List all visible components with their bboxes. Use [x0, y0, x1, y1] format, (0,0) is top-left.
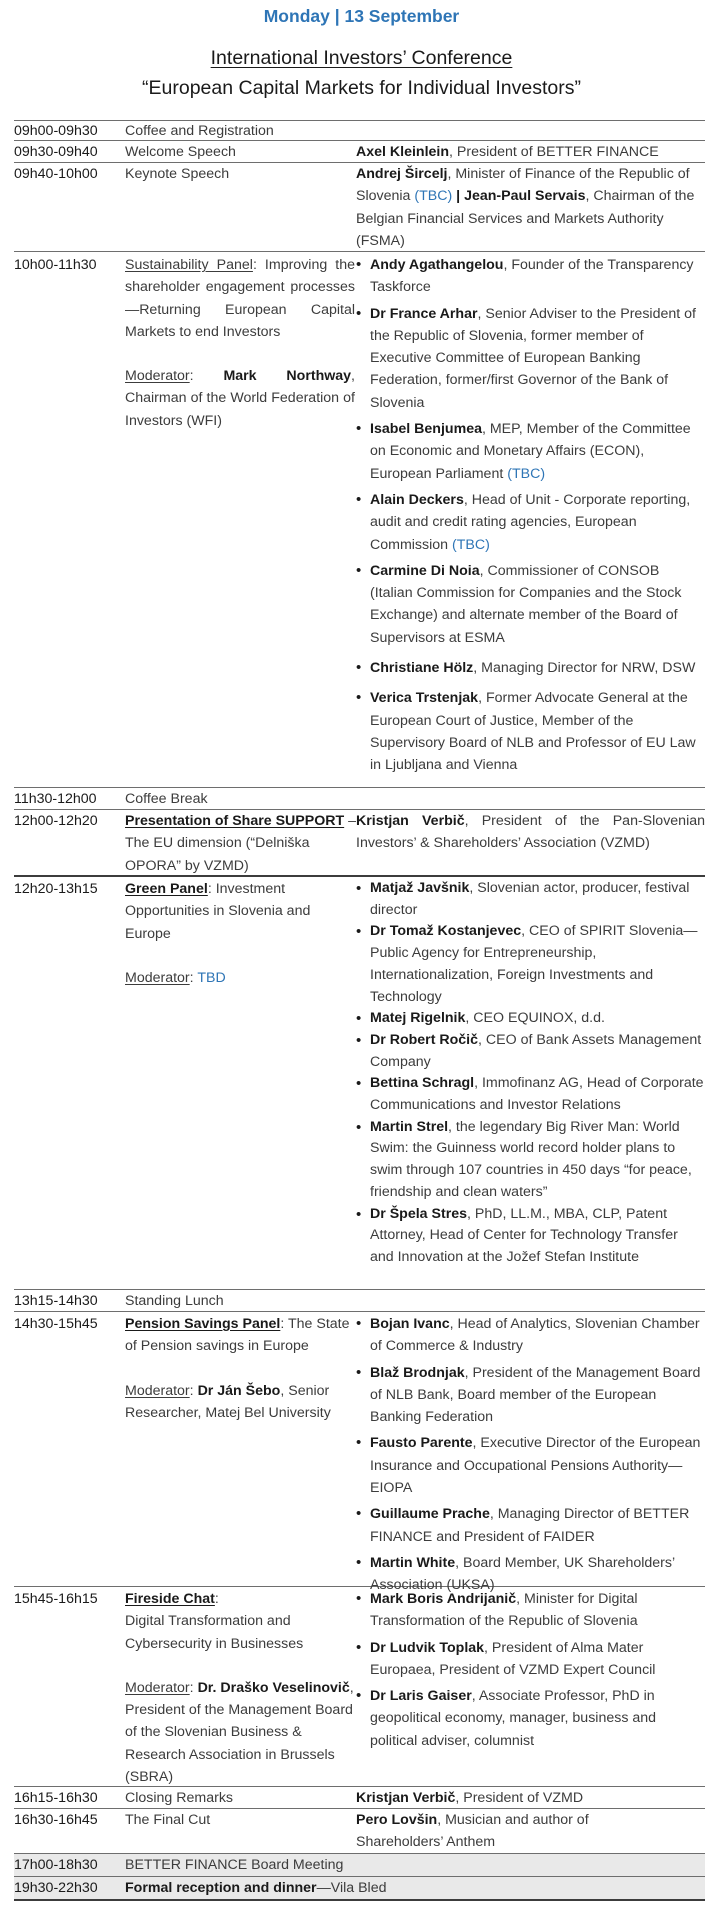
row-time: 17h00-18h30 [14, 1857, 98, 1873]
speaker-item: • Fausto Parente, Executive Director of the European Insurance and Occupational Pensions Authority—EIOPA [356, 1432, 705, 1499]
panel-title: Pension Savings Panel [125, 1316, 281, 1332]
agenda-row [14, 788, 705, 810]
speaker-item: • Matjaž Javšnik, Slovenian actor, producer, festival director [356, 878, 705, 921]
agenda-row [14, 877, 705, 1290]
moderator: Moderator: Dr Ján Šebo, Senior Researcher, Matej Bel University [125, 1382, 331, 1421]
agenda-row [14, 163, 705, 252]
conference-title: International Investors’ Conference [210, 47, 513, 69]
agenda-row [14, 1290, 705, 1312]
row-time: 09h00-09h30 [14, 123, 98, 139]
row-speaker: Kristjan Verbič, President of VZMD [356, 1790, 584, 1806]
row-speaker: Andrej Šircelj, Minister of Finance of the Republic of Slovenia (TBC) | Jean-Paul Servais, Chairman of the Belgian Financial Services and Markets Authority (FSMA) [356, 166, 695, 249]
speaker-item: • Matej Rigelnik, CEO EQUINOX, d.d. [356, 1008, 705, 1030]
row-time: 14h30-15h45 [14, 1316, 98, 1332]
speaker-list [356, 254, 705, 777]
agenda-row [14, 1877, 705, 1901]
row-event: Pension Savings Panel: The State of Pension savings in Europe Moderator: Dr Ján Šebo, Senior Researcher, Matej Bel University [125, 1313, 357, 1424]
speaker-item: • Blaž Brodnjak, President of the Management Board of NLB Bank, Board member of the European Banking Federation [356, 1362, 705, 1429]
row-speaker: Pero Lovšin, Musician and author of Shareholders’ Anthem [356, 1812, 589, 1851]
speaker-name: Andrej Šircelj [356, 166, 448, 182]
row-time: 16h15-16h30 [14, 1790, 98, 1806]
speaker-item: • Guillaume Prache, Managing Director of BETTER FINANCE and President of FAIDER [356, 1503, 705, 1548]
speaker-name: Jean-Paul Servais [464, 188, 586, 205]
row-speaker: Kristjan Verbič, President of the Pan-Slovenian Investors’ & Shareholders’ Association (VZMD) [356, 813, 705, 852]
agenda-row [14, 1587, 705, 1787]
agenda-row [14, 141, 705, 163]
speaker-item: • Christiane Hölz, Managing Director for NRW, DSW [356, 657, 705, 679]
agenda-row [14, 1312, 705, 1594]
agenda-row [14, 120, 705, 141]
row-event: BETTER FINANCE Board Meeting [125, 1857, 344, 1873]
row-event: Standing Lunch [125, 1293, 224, 1309]
row-event: Coffee and Registration [125, 123, 274, 139]
tbc-tag: (TBC) [414, 188, 453, 205]
row-time: 12h20-13h15 [14, 881, 98, 897]
speaker-item: • Isabel Benjumea, MEP, Member of the Committee on Economic and Monetary Affairs (ECON), European Parliament (TBC) [356, 418, 705, 485]
speaker-item: • Bettina Schragl, Immofinanz AG, Head of Corporate Communications and Investor Relations [356, 1073, 705, 1116]
speaker-item: • Verica Trstenjak, Former Advocate General at the European Court of Justice, Member of the Supervisory Board of NLB and Professor of EU Law in Ljubljana and Vienna [356, 687, 705, 776]
row-time: 10h00-11h30 [14, 257, 97, 273]
agenda-row [14, 1854, 705, 1877]
speaker-item: • Martin White, Board Member, UK Shareholders’ Association (UKSA) [356, 1552, 705, 1597]
speaker-name: Axel Kleinlein [356, 144, 450, 160]
moderator: Moderator: Mark Northway, Chairman of the World Federation of Investors (WFI) [125, 368, 355, 429]
agenda-row [14, 1809, 705, 1854]
agenda-row [14, 1787, 705, 1809]
row-time: 11h30-12h00 [14, 791, 97, 807]
speaker-item: • Martin Strel, the legendary Big River Man: World Swim: the Guinness world record holder plans to swim through 107 countries in 450 days “for peace, friendship and clean waters” [356, 1117, 705, 1204]
row-event: Welcome Speech [125, 144, 236, 160]
row-time: 13h15-14h30 [14, 1293, 98, 1309]
panel-title: Presentation of Share SUPPORT [125, 813, 345, 829]
speaker-item: • Alain Deckers, Head of Unit - Corporate reporting, audit and credit rating agencies, European Commission (TBC) [356, 489, 705, 556]
panel-title: Sustainability Panel [125, 257, 253, 273]
row-event: Presentation of Share SUPPORT – The EU dimension (“Delniška OPORA” by VZMD) [125, 813, 357, 874]
speaker-name: Kristjan Verbič [356, 813, 465, 829]
row-event: The Final Cut [125, 1812, 211, 1828]
moderator: Moderator: TBD [125, 969, 226, 986]
speaker-item: • Dr Laris Gaiser, Associate Professor, PhD in geopolitical economy, manager, business and political adviser, columnist [356, 1685, 705, 1752]
row-time: 16h30-16h45 [14, 1812, 98, 1828]
day-heading: Monday | 13 September [263, 6, 460, 26]
speaker-item: • Andy Agathangelou, Founder of the Transparency Taskforce [356, 254, 705, 299]
row-time: 15h45-16h15 [14, 1591, 98, 1607]
speaker-item: • Dr Robert Ročič, CEO of Bank Assets Management Company [356, 1030, 705, 1073]
speaker-list [356, 1588, 705, 1752]
speaker-list [356, 1313, 705, 1597]
row-time: 09h30-09h40 [14, 144, 98, 160]
panel-title: Fireside Chat [125, 1591, 215, 1607]
row-time: 12h00-12h20 [14, 813, 98, 829]
row-event: Keynote Speech [125, 166, 230, 182]
row-event: Sustainability Panel: Improving the shareholder engagement processes—Returning European Capital Markets to end Investors Moderator: Mark Northway, Chairman of the World Federation of Investors (WFI) [125, 254, 357, 432]
moderator: Moderator: Dr. Draško Veselinovič, President of the Management Board of the Slovenian Business & Research Association in Brussels (SBRA) [125, 1679, 354, 1786]
row-speaker: Axel Kleinlein, President of BETTER FINANCE [356, 144, 659, 160]
speaker-item: • Dr Tomaž Kostanjevec, CEO of SPIRIT Slovenia—Public Agency for Entrepreneurship, Internationalization, Foreign Investments and Technology [356, 921, 705, 1008]
row-event: Coffee Break [125, 791, 208, 807]
row-time: 09h40-10h00 [14, 166, 98, 182]
speaker-item: • Dr Ludvik Toplak, President of Alma Mater Europaea, President of VZMD Expert Council [356, 1637, 705, 1682]
row-event: Green Panel: Investment Opportunities in Slovenia and Europe Moderator: TBD [125, 878, 357, 989]
row-event: Formal reception and dinner—Vila Bled [125, 1880, 387, 1896]
row-event: Fireside Chat: Digital Transformation and Cybersecurity in Businesses Moderator: Dr. Draško Veselinovič, President of the Management Board of the Slovenian Business & Research Association in Brussels (SBRA) [125, 1588, 357, 1788]
speaker-item: • Mark Boris Andrijanič, Minister for Digital Transformation of the Republic of Slovenia [356, 1588, 705, 1633]
speaker-item: • Dr France Arhar, Senior Adviser to the President of the Republic of Slovenia, former member of Executive Committee of European Banking Federation, former/first Governor of the Bank of Slovenia [356, 303, 705, 414]
row-event: Closing Remarks [125, 1790, 234, 1806]
row-time: 19h30-22h30 [14, 1880, 98, 1896]
panel-title: Green Panel [125, 881, 208, 897]
agenda-row [14, 810, 705, 877]
speaker-item: • Bojan Ivanc, Head of Analytics, Slovenian Chamber of Commerce & Industry [356, 1313, 705, 1358]
speaker-name: Pero Lovšin [356, 1812, 438, 1828]
speaker-item: • Dr Špela Stres, PhD, LL.M., MBA, CLP, Patent Attorney, Head of Center for Technology Transfer and Innovation at the Jožef Stefan Institute [356, 1204, 705, 1269]
speaker-list [356, 878, 705, 1269]
speaker-name: Kristjan Verbič [356, 1790, 456, 1806]
speaker-item: • Carmine Di Noia, Commissioner of CONSOB (Italian Commission for Companies and the Stock Exchange) and alternate member of the Board of Supervisors at ESMA [356, 560, 705, 649]
conference-subtitle: “European Capital Markets for Individual Investors” [142, 77, 581, 99]
agenda-row [14, 252, 705, 788]
